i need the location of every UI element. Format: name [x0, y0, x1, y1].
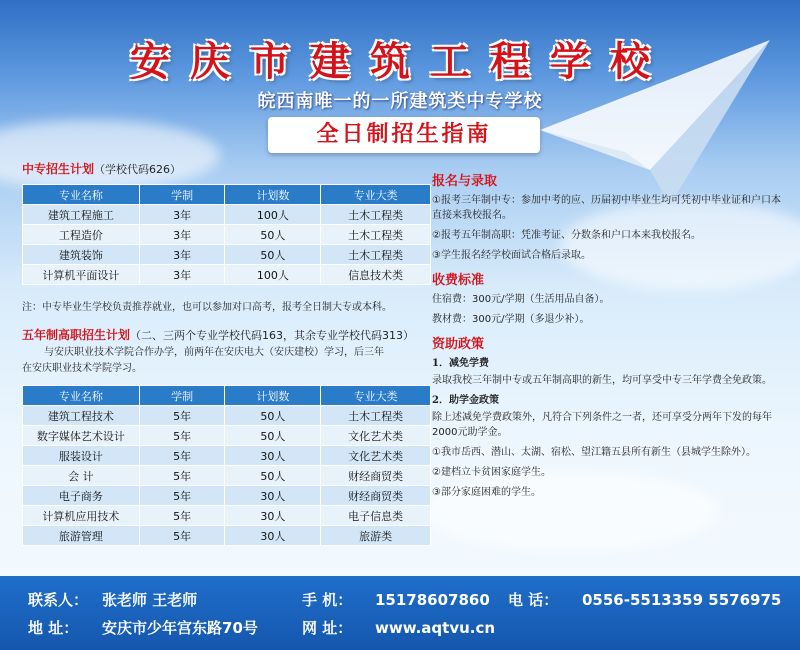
- five-year-desc-line: 在安庆职业技术学院学习。: [22, 363, 142, 374]
- column-header: 专业名称: [23, 386, 140, 406]
- cloud-decoration: [0, 120, 220, 190]
- table-cell: 财经商贸类: [321, 466, 431, 486]
- enrollment-item: ②报考五年制高职：凭准考证、分数条和户口本来我校报名。: [432, 230, 701, 241]
- table-row: [23, 426, 431, 446]
- five-year-plan-heading: [22, 326, 432, 343]
- table-cell: 30人: [225, 506, 321, 526]
- five-year-plan-table: [22, 385, 431, 546]
- contact-footer: [0, 576, 800, 650]
- table-cell: 工程造价: [23, 225, 140, 245]
- slogan: 皖西南唯一的一所建筑类中专学校: [257, 91, 543, 112]
- phone-value: 0556-5513359 5576975: [582, 591, 782, 609]
- table-cell: 5年: [139, 406, 225, 426]
- table-cell: 100人: [225, 205, 321, 225]
- table-cell: 服装设计: [23, 446, 140, 466]
- footer-row-address: [0, 616, 800, 640]
- table-cell: 土木工程类: [321, 245, 431, 265]
- table-cell: 文化艺术类: [321, 446, 431, 466]
- secondary-plan-title: 中专招生计划: [22, 162, 95, 176]
- table-cell: 旅游类: [321, 526, 431, 546]
- table-cell: 5年: [139, 466, 225, 486]
- five-year-plan-code: （二、三两个专业学校代码163，其余专业学校代码313）: [130, 329, 415, 342]
- aid-item: 除上述减免学费政策外，凡符合下列条件之一者，还可享受分两年下发的每年2000元助学金。: [432, 412, 772, 438]
- table-cell: 100人: [225, 265, 321, 285]
- table-cell: 会 计: [23, 466, 140, 486]
- table-cell: 5年: [139, 506, 225, 526]
- phone-label: 电 话：: [508, 591, 559, 609]
- table-row: [23, 406, 431, 426]
- table-cell: 5年: [139, 486, 225, 506]
- table-cell: 信息技术类: [321, 265, 431, 285]
- five-year-plan-title: 五年制高职招生计划: [22, 328, 131, 342]
- table-cell: 电子商务: [23, 486, 140, 506]
- table-cell: 土木工程类: [321, 406, 431, 426]
- five-year-desc-line: 与安庆职业技术学院合作办学，前两年在安庆电大（安庆建校）学习，后三年: [44, 347, 384, 358]
- table-row: [23, 526, 431, 546]
- table-cell: 计算机应用技术: [23, 506, 140, 526]
- column-header: 学制: [139, 386, 225, 406]
- table-cell: 土木工程类: [321, 205, 431, 225]
- aid-item: ②建档立卡贫困家庭学生。: [432, 467, 551, 478]
- enrollment-item: ③学生报名经学校面试合格后录取。: [432, 250, 591, 261]
- five-year-desc: [22, 345, 434, 377]
- table-cell: 5年: [139, 446, 225, 466]
- fee-item: 住宿费：300元/学期（生活用品自备）。: [432, 294, 610, 305]
- table-cell: 30人: [225, 526, 321, 546]
- address-value: 安庆市少年宫东路70号: [102, 619, 258, 637]
- enrollment-item: ①报考三年制中专：参加中考的应、历届初中毕业生均可凭初中毕业证和户口本直接来我校报名。: [432, 195, 781, 221]
- table-row: [23, 265, 431, 285]
- column-header: 学制: [139, 185, 225, 205]
- table-cell: 文化艺术类: [321, 426, 431, 446]
- column-header: 专业大类: [321, 386, 431, 406]
- table-cell: 旅游管理: [23, 526, 140, 546]
- contact-value: 张老师 王老师: [102, 591, 198, 609]
- mobile-value: 15178607860: [375, 591, 490, 609]
- guide-banner: 全日制招生指南: [268, 117, 540, 153]
- table-cell: 建筑工程技术: [23, 406, 140, 426]
- table-row: [23, 486, 431, 506]
- table-cell: 50人: [225, 225, 321, 245]
- contact-label: 联系人：: [28, 591, 89, 609]
- column-header: 计划数: [225, 386, 321, 406]
- table-cell: 电子信息类: [321, 506, 431, 526]
- fee-item: 教材费：300元/学期（多退少补）。: [432, 314, 590, 325]
- table-cell: 50人: [225, 466, 321, 486]
- table-cell: 30人: [225, 446, 321, 466]
- web-label: 网 址：: [302, 619, 353, 637]
- table-cell: 50人: [225, 426, 321, 446]
- school-name: 安庆市建筑工程学校: [130, 38, 670, 85]
- table-row: [23, 466, 431, 486]
- column-header: 专业名称: [23, 185, 140, 205]
- table-cell: 计算机平面设计: [23, 265, 140, 285]
- table-cell: 3年: [139, 265, 225, 285]
- address-label: 地 址：: [28, 619, 79, 637]
- table-row: [23, 506, 431, 526]
- table-cell: 3年: [139, 245, 225, 265]
- column-header: 专业大类: [321, 185, 431, 205]
- table-cell: 财经商贸类: [321, 486, 431, 506]
- table-row: [23, 446, 431, 466]
- table-cell: 5年: [139, 526, 225, 546]
- table-row: [23, 205, 431, 225]
- aid-item: ③部分家庭困难的学生。: [432, 487, 541, 498]
- column-header: 计划数: [225, 185, 321, 205]
- table-cell: 建筑工程施工: [23, 205, 140, 225]
- secondary-plan-table: [22, 184, 431, 285]
- footer-row-contact: [0, 588, 800, 612]
- secondary-note: 注：中专毕业生学校负责推荐就业，也可以参加对口高考，报考全日制大专或本科。: [22, 302, 392, 313]
- right-info-column: [432, 170, 790, 505]
- table-cell: 3年: [139, 205, 225, 225]
- aid-item: ①我市岳西、潜山、太湖、宿松、望江籍五县所有新生（县城学生除外）。: [432, 447, 756, 458]
- table-cell: 50人: [225, 245, 321, 265]
- table-cell: 土木工程类: [321, 225, 431, 245]
- table-cell: 建筑装饰: [23, 245, 140, 265]
- table-cell: 30人: [225, 486, 321, 506]
- table-row: [23, 225, 431, 245]
- table-row: [23, 245, 431, 265]
- table-cell: 50人: [225, 406, 321, 426]
- table-header-row: [23, 185, 431, 205]
- web-link[interactable]: www.aqtvu.cn: [375, 619, 496, 637]
- table-cell: 5年: [139, 426, 225, 446]
- table-cell: 数字媒体艺术设计: [23, 426, 140, 446]
- aid-title: 资助政策: [432, 337, 485, 352]
- mobile-label: 手 机：: [302, 591, 353, 609]
- enrollment-title: 报名与录取: [432, 174, 498, 189]
- table-cell: 3年: [139, 225, 225, 245]
- fees-title: 收费标准: [432, 273, 485, 288]
- aid-subtitle: 1．减免学费: [432, 358, 489, 369]
- aid-item: 录取我校三年制中专或五年制高职的新生，均可享受中专三年学费全免政策。: [432, 375, 772, 386]
- table-header-row: [23, 386, 431, 406]
- secondary-plan-code: （学校代码626）: [94, 163, 182, 176]
- secondary-plan-heading: [22, 160, 181, 177]
- aid-subtitle: 2．助学金政策: [432, 395, 499, 406]
